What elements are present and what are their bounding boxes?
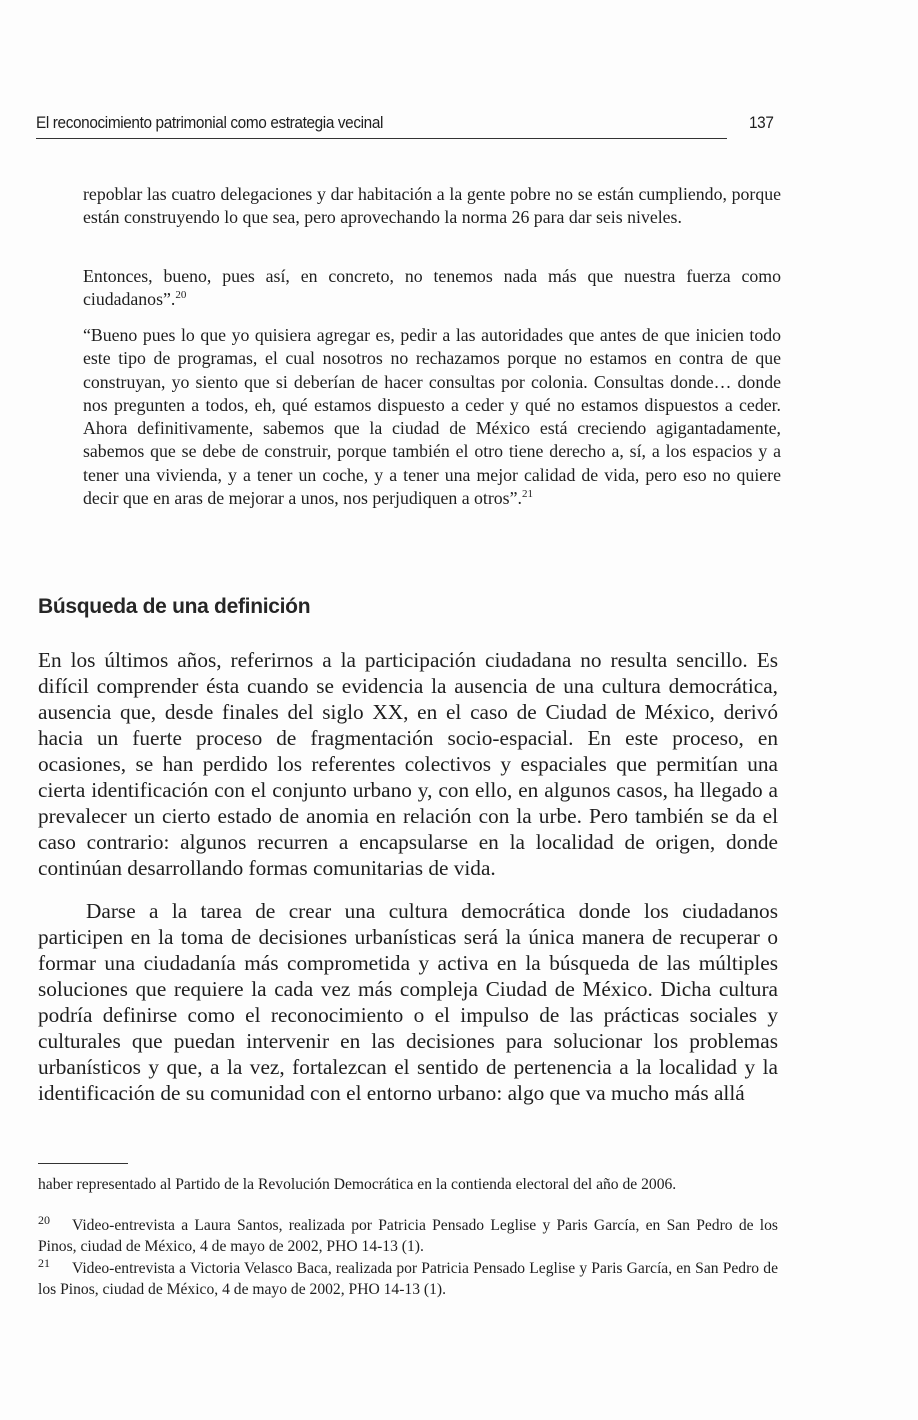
body-paragraph: En los últimos años, referirnos a la participación ciudadana no resulta sencillo. Es difícil comprender ésta cuando se evidencia la ausencia de una cultura democrática, ausencia que, desde finales del siglo XX, en el caso de Ciudad de México, derivó hacia un fuerte proceso de fragmentación socio-espacial. En este proceso, en ocasiones, se han perdido los referentes colectivos y espaciales que permitían una cierta identificación con el conjunto urbano y, con ello, en algunos casos, ha llegado a prevalecer un cierto estado de anomia en relación con la urbe. Pero también se da el caso contrario: algunos recurren a encapsularse en la localidad de origen, donde continúan desarrollando formas comunitarias de vida. <box>38 648 778 880</box>
body-paragraph: Darse a la tarea de crear una cultura democrática donde los ciudadanos participen en la toma de decisiones urbanísticas será la única manera de recuperar o formar una ciudadanía más comprometida y activa en la búsqueda de las múltiples soluciones que requiere la cada vez más compleja Ciudad de México. Dicha cultura podría definirse como el reconocimiento o el impulso de las prácticas sociales y culturales que puedan intervenir en las decisiones para solucionar los problemas urbanísticos y que, a la vez, fortalezcan el sentido de pertenencia a la localidad y la identificación de su comunidad con el entorno urbano: algo que va mucho más allá <box>38 899 778 1105</box>
quote-text: repoblar las cuatro delegaciones y dar habitación a la gente pobre no se están cumpliendo, porque están construyendo lo que sea, pero aprovechando la norma 26 para dar seis niveles. <box>83 184 781 228</box>
quote-paragraph <box>83 324 781 510</box>
running-header <box>36 112 774 139</box>
footnote-21 <box>38 1256 778 1300</box>
footnote-continued: haber representado al Partido de la Revolución Democrática en la contienda electoral del año de 2006. <box>38 1176 677 1193</box>
footnote-number: 20 <box>38 1213 50 1227</box>
footnote-ref-20: 20 <box>175 289 187 302</box>
running-title: El reconocimiento patrimonial como estrategia vecinal <box>36 114 384 132</box>
footnote-divider <box>38 1163 128 1164</box>
quote-text: Entonces, bueno, pues así, en concreto, no tenemos nada más que nuestra fuerza como ciudadanos”. <box>83 266 781 310</box>
footnote-number: 21 <box>38 1256 50 1270</box>
footnote-20 <box>38 1213 778 1257</box>
quote-paragraph <box>83 183 781 230</box>
footnote-text: Video-entrevista a Laura Santos, realizada por Patricia Pensado Leglise y Paris García, en San Pedro de los Pinos, ciudad de México, 4 de mayo de 2002, PHO 14-13 (1). <box>38 1217 778 1255</box>
page-number: 137 <box>748 114 774 132</box>
footnote-ref-21: 21 <box>521 488 533 501</box>
footnote-text: Video-entrevista a Victoria Velasco Baca, realizada por Patricia Pensado Leglise y Paris García, en San Pedro de los Pinos, ciudad de México, 4 de mayo de 2002, PHO 14-13 (1). <box>38 1260 778 1298</box>
quote-paragraph <box>83 265 781 312</box>
quote-text: “Bueno pues lo que yo quisiera agregar es, pedir a las autoridades que antes de que inicien todo este tipo de programas, el cual nosotros no rechazamos porque no estamos en contra de que construyan, yo siento que si deberían de hacer consultas por colonia. Consultas donde… donde nos pregunten a todos, eh, qué estamos dispuesto a ceder y qué no estamos dispuestos a ceder. Ahora definitivamente, sabemos que la ciudad de México está creciendo agigantadamente, sabemos que se debe de construir, porque también el otro tiene derecho a, sí, a los espacios y a tener una vivienda, y a tener un coche, y a tener una mejor calidad de vida, pero eso no quiere decir que en aras de mejorar a unos, nos perjudiquen a otros”. <box>83 325 781 509</box>
section-heading: Búsqueda de una definición <box>38 595 311 618</box>
